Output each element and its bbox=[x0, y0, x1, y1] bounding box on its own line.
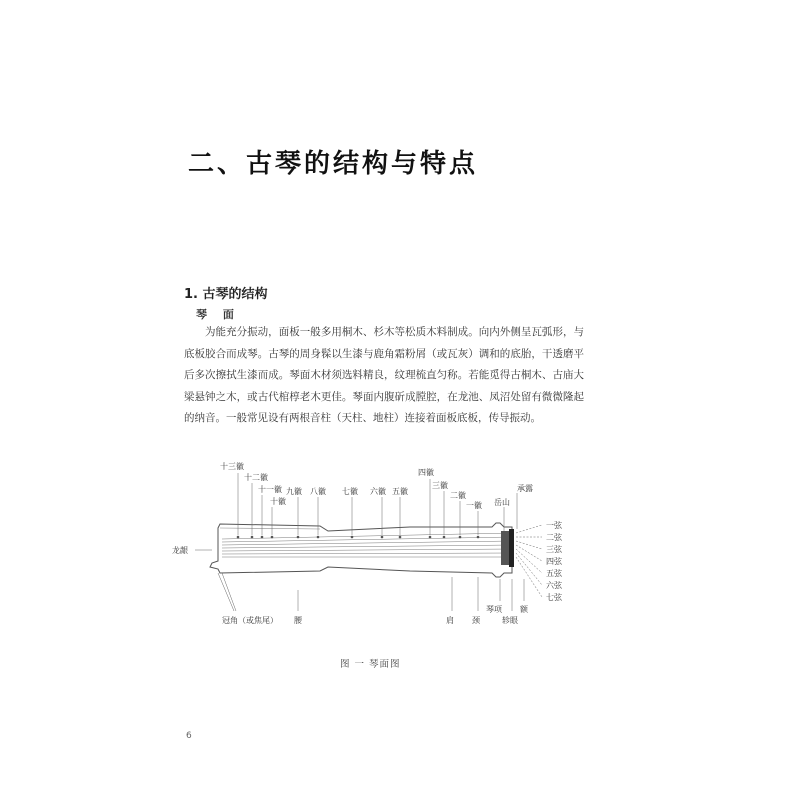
label-hui5: 五徽 bbox=[392, 487, 408, 496]
label-hui8: 八徽 bbox=[310, 487, 326, 496]
label-hui13: 十三徽 bbox=[220, 462, 244, 471]
label-jing: 颈 bbox=[472, 616, 480, 625]
label-hui11: 十一徽 bbox=[258, 485, 282, 494]
label-hui10: 十徽 bbox=[270, 497, 286, 506]
label-string-3: 三弦 bbox=[546, 545, 562, 554]
page-number: 6 bbox=[186, 731, 192, 741]
yueshan-bridge bbox=[501, 531, 509, 565]
label-longyin: 龙龈 bbox=[172, 546, 188, 555]
label-string-1: 一弦 bbox=[546, 521, 562, 530]
label-hui4: 四徽 bbox=[418, 468, 434, 477]
chapter-title: 二、古琴的结构与特点 bbox=[188, 149, 479, 179]
label-zhenyan: 轸眼 bbox=[502, 616, 518, 625]
label-hui1: 一徽 bbox=[466, 501, 482, 510]
label-guanjiao: 冠角（或焦尾） bbox=[222, 616, 278, 625]
label-string-4: 四弦 bbox=[546, 557, 562, 566]
section-title: 1. 古琴的结构 bbox=[184, 287, 268, 302]
string-leader-lines bbox=[516, 525, 542, 597]
label-hui2: 二徽 bbox=[450, 491, 466, 500]
label-hui7: 七徽 bbox=[342, 487, 358, 496]
label-yueshan: 岳山 bbox=[494, 498, 510, 507]
label-yinxiang: 琴项 bbox=[486, 605, 502, 614]
figure-caption: 图 一 琴面图 bbox=[340, 659, 401, 670]
guqin-diagram bbox=[160, 455, 600, 645]
label-chenglu: 承露 bbox=[517, 484, 533, 493]
guqin-diagram-svg bbox=[160, 455, 600, 645]
chenglu-block bbox=[509, 529, 514, 567]
label-string-6: 六弦 bbox=[546, 581, 562, 590]
bottom-leader-lines bbox=[218, 573, 524, 611]
sub-title: 琴 面 bbox=[196, 308, 240, 321]
label-hui12: 十二徽 bbox=[244, 473, 268, 482]
label-string-7: 七弦 bbox=[546, 593, 562, 602]
label-hui3: 三徽 bbox=[432, 481, 448, 490]
label-hui6: 六徽 bbox=[370, 487, 386, 496]
label-yao: 腰 bbox=[294, 616, 302, 625]
label-string-2: 二弦 bbox=[546, 533, 562, 542]
label-hui9: 九徽 bbox=[286, 487, 302, 496]
label-string-5: 五弦 bbox=[546, 569, 562, 578]
label-jian: 肩 bbox=[446, 616, 454, 625]
body-paragraph: 为能充分振动，面板一般多用桐木、杉木等松质木料制成。向内外侧呈瓦弧形，与底板胶合而成琴。古琴的周身髹以生漆与鹿角霜粉屑（或瓦灰）调和的底胎，干透磨平后多次擦拭生漆而成。琴面木材须选料精良，纹理梳直匀称。若能觅得古桐木、古庙大梁悬钟之木，或古代棺椁老木更佳。琴面内腹斫成膛腔，在龙池、凤沼处留有微微隆起的纳音。一般常见设有两根音柱（天柱、地柱）连接着面板底板，传导振动。 bbox=[184, 326, 584, 424]
label-hushou: 额 bbox=[520, 605, 528, 614]
